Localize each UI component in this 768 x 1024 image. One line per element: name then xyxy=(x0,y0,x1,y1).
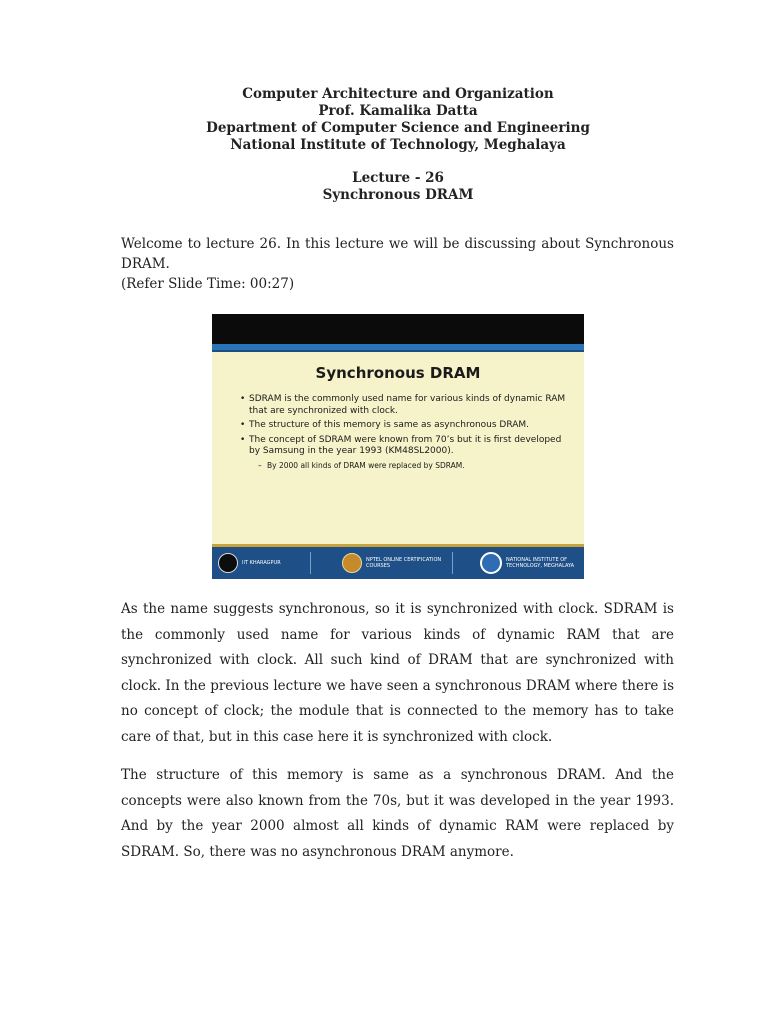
course-title: Computer Architecture and Organization xyxy=(242,86,554,102)
institute-name: National Institute of Technology, Meghalaya xyxy=(230,137,566,153)
footer-divider xyxy=(452,552,453,574)
slide-bullet: • The structure of this memory is same as asynchronous DRAM. xyxy=(240,420,570,432)
nptel-logo-icon xyxy=(342,553,362,573)
nit-logo-icon xyxy=(480,552,502,574)
slide-bullet: • The concept of SDRAM were known from 70’s but it is first developed by Samsung in the year 1993 (KM48SL2000). xyxy=(240,435,570,458)
lecture-title: Synchronous DRAM xyxy=(322,187,474,203)
lecture-number: Lecture - 26 xyxy=(352,170,444,186)
slide-bullet: • SDRAM is the commonly used name for various kinds of dynamic RAM that are synchronized with clock. xyxy=(240,394,570,417)
intro-paragraph: Welcome to lecture 26. In this lecture we will be discussing about Synchronous DRAM. xyxy=(121,236,674,272)
slide-content xyxy=(212,344,584,569)
body-paragraph: The structure of this memory is same as a synchronous DRAM. And the concepts were also known from the 70s, but it was developed in the year 1993. And by the year 2000 almost all kinds of dynamic RAM were replaced by SDRAM. So, there was no asynchronous DRAM anymore. xyxy=(121,767,674,860)
slide-bullet-list xyxy=(240,394,570,474)
professor-name: Prof. Kamalika Datta xyxy=(318,103,478,119)
slide-title: Synchronous DRAM xyxy=(315,364,481,382)
footer-middle-label: NPTEL ONLINE CERTIFICATION COURSES xyxy=(366,557,442,569)
footer-iit xyxy=(218,551,308,575)
footer-nptel xyxy=(342,551,452,575)
slide-footer xyxy=(212,547,584,579)
footer-left-label: IIT KHARAGPUR xyxy=(242,560,281,566)
lecture-slide-image xyxy=(212,314,584,579)
department-name: Department of Computer Science and Engineering xyxy=(206,120,590,136)
slide-top-band-shadow xyxy=(212,350,584,352)
lecture-heading xyxy=(0,170,768,204)
refer-slide-time: (Refer Slide Time: 00:27) xyxy=(121,276,295,292)
footer-divider xyxy=(310,552,311,574)
iit-logo-icon xyxy=(218,553,238,573)
footer-right-label: NATIONAL INSTITUTE OF TECHNOLOGY, MEGHALAYA xyxy=(506,557,575,569)
document-header xyxy=(0,86,768,154)
footer-nit xyxy=(480,551,584,575)
body-paragraph: As the name suggests synchronous, so it is synchronized with clock. SDRAM is the commonly used name for various kinds of dynamic RAM that are synchronized with clock. All such kind of DRAM that are synchronized with clock. In the previous lecture we have seen a synchronous DRAM where there is no concept of clock; the module that is connected to the memory has to take care of that, but in this case here it is synchronized with clock. xyxy=(121,601,674,745)
slide-sub-bullet: – By 2000 all kinds of DRAM were replaced by SDRAM. xyxy=(258,461,570,471)
